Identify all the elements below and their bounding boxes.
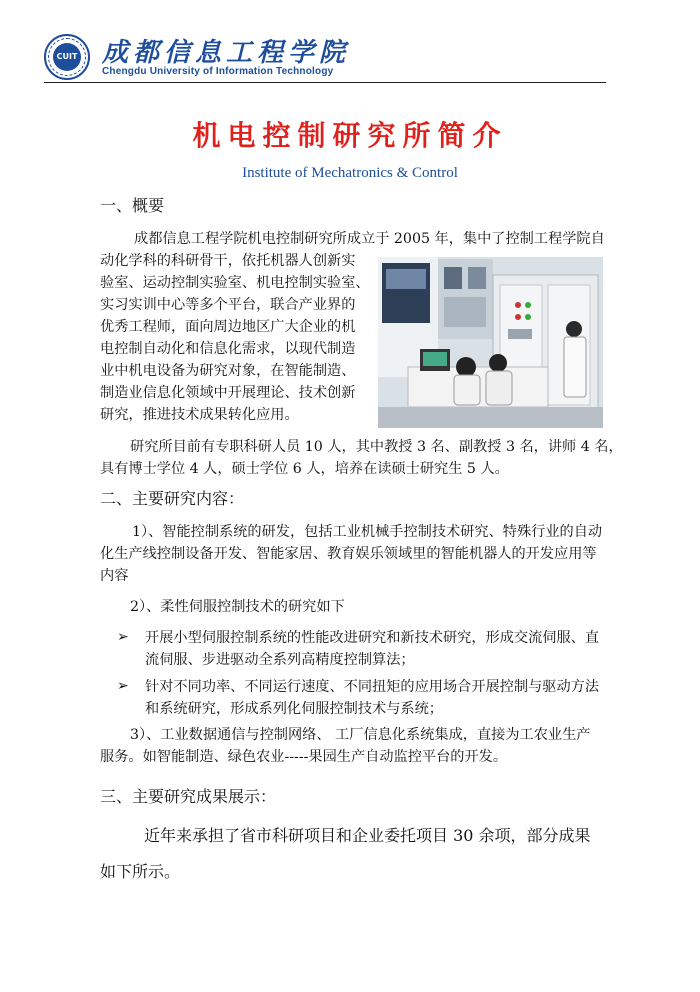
research-line: 内容 bbox=[100, 568, 129, 584]
page-title: 机电控制研究所简介 bbox=[192, 119, 508, 152]
overview-line: 业中机电设备为研究对象，在智能制造、 bbox=[100, 363, 356, 379]
header-divider bbox=[44, 82, 606, 83]
research-line: 化生产线控制设备开发、智能家居、教育娱乐领域里的智能机器人的开发应用等 bbox=[100, 546, 597, 562]
overview-paragraph bbox=[134, 228, 604, 250]
arrow-bullet-icon: ➢ bbox=[117, 678, 129, 694]
research-line: 流伺服、步进驱动全系列高精度控制算法； bbox=[145, 652, 415, 668]
research-line: 和系统研究，形成系列化伺服控制技术与系统； bbox=[145, 701, 443, 717]
page-subtitle: Institute of Mechatronics & Control bbox=[242, 165, 458, 181]
university-logo-icon bbox=[44, 34, 90, 80]
results-line: 近年来承担了省市科研项目和企业委托项目 30 余项，部分成果 bbox=[144, 826, 591, 845]
research-subitem-2 bbox=[145, 676, 615, 720]
overview-line: 成都信息工程学院机电控制研究所成立于 2005 年，集中了控制工程学院自 bbox=[134, 231, 605, 247]
overview-line: 研究，推进技术成果转化应用。 bbox=[100, 407, 299, 423]
results-line: 如下所示。 bbox=[100, 862, 181, 881]
letterhead bbox=[44, 30, 614, 82]
staff-paragraph bbox=[100, 436, 623, 480]
research-line: 1）、智能控制系统的研发，包括工业机械手控制技术研究、特殊行业的自动 bbox=[132, 524, 603, 540]
school-name-en: Chengdu University of Information Technology bbox=[102, 66, 334, 77]
section-heading-overview: 一、概要 bbox=[100, 196, 165, 215]
research-line: 2）、柔性伺服控制技术的研究如下 bbox=[130, 599, 345, 615]
overview-line: 优秀工程师，面向周边地区广大企业的机 bbox=[100, 319, 356, 335]
staff-line: 具有博士学位 4 人，硕士学位 6 人，培养在读硕士研究生 5 人。 bbox=[100, 461, 509, 477]
results-paragraph bbox=[100, 818, 610, 890]
logo-text: CUIT bbox=[53, 43, 81, 71]
section-heading-results: 三、主要研究成果展示： bbox=[100, 787, 277, 806]
overview-line: 制造业信息化领域中开展理论、技术创新 bbox=[100, 385, 356, 401]
arrow-bullet-icon: ➢ bbox=[117, 629, 129, 645]
school-name-cn: 成都信息工程学院 bbox=[102, 38, 351, 68]
research-subitem-1 bbox=[145, 627, 615, 671]
overview-line: 电控制自动化和信息化需求，以现代制造 bbox=[100, 341, 356, 357]
overview-paragraph-wrap bbox=[100, 250, 375, 426]
overview-line: 实习实训中心等多个平台，联合产业界的 bbox=[100, 297, 356, 313]
overview-line: 动化学科的科研骨干，依托机器人创新实 bbox=[100, 253, 356, 269]
research-item-3 bbox=[100, 724, 610, 768]
lab-photo-illustration bbox=[378, 257, 603, 428]
research-item-2 bbox=[130, 596, 610, 618]
research-line: 开展小型伺服控制系统的性能改进研究和新技术研究，形成交流伺服、直 bbox=[145, 630, 600, 646]
research-line: 针对不同功率、不同运行速度、不同扭矩的应用场合开展控制与驱动方法 bbox=[145, 679, 600, 695]
lab-photo bbox=[378, 257, 603, 428]
overview-line: 验室、运动控制实验室、机电控制实验室、 bbox=[100, 275, 370, 291]
section-heading-research: 二、主要研究内容： bbox=[100, 489, 245, 508]
research-item-1 bbox=[100, 521, 610, 587]
staff-line: 研究所目前有专职科研人员 10 人，其中教授 3 名、副教授 3 名，讲师 4 名， bbox=[130, 439, 623, 455]
research-line: 服务。如智能制造、绿色农业-----果园生产自动监控平台的开发。 bbox=[100, 749, 508, 765]
research-line: 3）、工业数据通信与控制网络、 工厂信息化系统集成，直接为工农业生产 bbox=[130, 727, 591, 743]
